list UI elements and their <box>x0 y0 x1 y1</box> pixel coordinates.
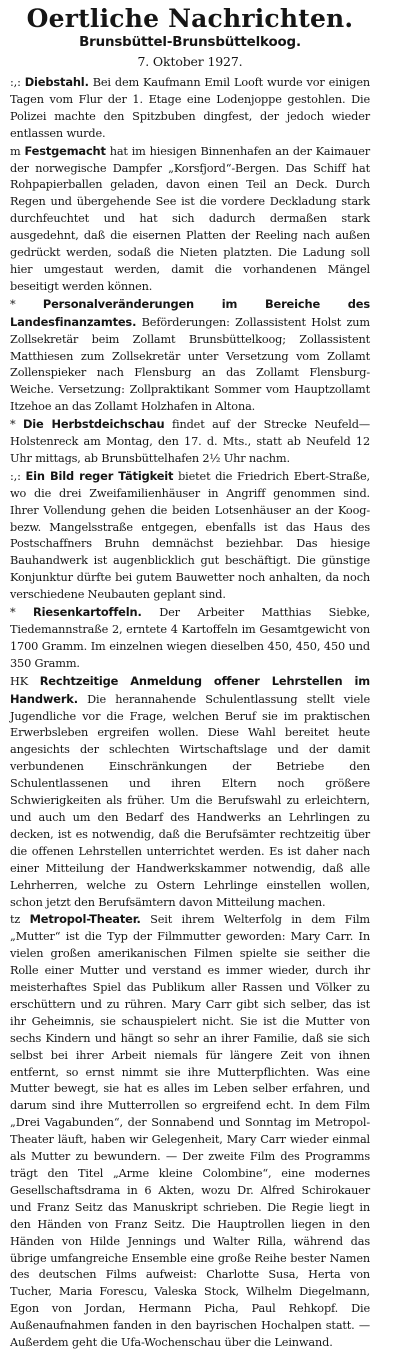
article-metropol <box>10 911 370 1352</box>
article-body: findet auf der Strecke Neufeld—Holstenreck am Montag, den 17. d. Mts., statt ab Neufeld 12 Uhr mittags, ab Brunsbüttelhafen 2½ Uhr nachm. <box>10 418 370 465</box>
issue-date: 7. Oktober 1927. <box>137 54 243 69</box>
section-title: Oertliche Nachrichten. <box>26 4 354 33</box>
article-headline: Die Herbstdeichschau <box>23 417 165 432</box>
article-headline: Rechtzeitige Anmeldung offener Lehrstellen im Handwerk. <box>10 673 370 706</box>
article-body: Der Arbeiter Matthias Siebke, Tiedemannstraße 2, erntete 4 Kartoffeln im Gesamtgewicht von 1700 Gramm. Im einzelnen wiegen dieselben 450, 450, 450 und 350 Gramm. <box>10 606 370 670</box>
article-diebstahl <box>10 74 370 143</box>
article-marker: * <box>10 606 16 620</box>
article-personal <box>10 296 370 416</box>
article-marker: :,: <box>10 76 21 89</box>
article-marker: HK <box>10 674 28 688</box>
section-subtitle: Brunsbüttel-Brunsbüttelkoog. <box>79 35 301 50</box>
article-marker: :,: <box>10 469 21 483</box>
article-body: Seit ihrem Welterfolg in dem Film „Mutter“ ist die Typ der Filmmutter geworden: Mary Carr. In vielen großen amerikanischen Filmen spielte sie seither die Rolle einer Mutter und verstand es immer wieder, durch ihr meisterhaftes Spiel das Publikum aller Rassen und Völker zu erschüttern und zu rühren. Mary Carr gibt sich selber, das ist ihr Geheimnis, sie schauspielert nicht. Sie ist die Mutter von sechs Kindern und hängt so sehr an ihrer Familie, daß sie sich selbst bei ihrer Arbeit niemals für längere Zeit von ihnen entfernt, so ernst nimmt sie ihre Mutterpflichten. Was eine Mutter bewegt, sie hat es alles im Leben selber erfahren, und darum sind ihre Mutterrollen so ergreifend echt. In dem Film „Drei Vagabunden“, der Sonnabend und Sonntag im Metropol-Theater läuft, haben wir Gelegenheit, Mary Carr wieder einmal als Mutter zu bewundern. — Der zweite Film des Programms trägt den Titel „Arme kleine Colombine“, eine modernes Gesellschaftsdrama in 6 Akten, wozu Dr. Alfred Schirokauer und Franz Seitz das Manuskript schrieben. Die Regie liegt in den Händen von Franz Seitz. Die Hauptrollen liegen in den Händen von Hilde Jennings und Walter Rilla, während das übrige umfangreiche Ensemble eine große Reihe bester Namen des deutschen Films aufweist: Charlotte Susa, Herta von Tucher, Maria Forescu, Valeska Stock, Wilhelm Diegelmann, Egon von Jordan, Hermann Picha, Paul Rehkopf. Die Außenaufnahmen fanden in den bayrischen Hochalpen statt. — Außerdem geht die Ufa-Wochenschau über die Leinwand. <box>10 913 370 1350</box>
article-headline: Ein Bild reger Tätigkeit <box>25 468 174 483</box>
article-marker: m <box>10 144 21 158</box>
article-headline: Metropol-Theater. <box>29 912 141 927</box>
article-headline: Festgemacht <box>24 143 106 158</box>
article-marker: * <box>10 418 16 432</box>
article-kartoffeln <box>10 604 370 673</box>
article-body: Bei dem Kaufmann Emil Looft wurde vor einigen Tagen vom Flur der 1. Etage eine Lodenjoppe gestohlen. Die Polizei machte den Spitzbuben dingfest, der jedoch wieder entlassen wurde. <box>10 76 370 140</box>
article-body: bietet die Friedrich Ebert-Straße, wo die drei Zweifamilienhäuser in Angriff genommen sind. Ihrer Vollendung gehen die beiden Lotsenhäuser an der Koog- bezw. Mangelsstraße entgegen, ebenfalls ist das Haus des Postschaffners Bruhn demnächst beziehbar. Das hiesige Bauhandwerk ist augenblicklich gut beschäftigt. Die günstige Konjunktur dürfte bei gutem Bauwetter noch anhalten, da noch verschiedene Neubauten geplant sind. <box>10 469 370 602</box>
article-festgemacht <box>10 143 370 296</box>
article-marker: tz <box>10 913 21 927</box>
article-marker: * <box>10 297 16 311</box>
article-taetigkeit <box>10 468 370 604</box>
article-lehrstellen <box>10 673 370 912</box>
article-body: Beförderungen: Zollassistent Holst zum Zollsekretär beim Zollamt Brunsbüttelkoog; Zollassistent Matthiesen zum Zollsekretär unter Versetzung vom Zollamt Zollenspieker nach Flensburg an das Zollamt Flensburg-Weiche. Versetzung: Zollpraktikant Sommer vom Hauptzollamt Itzehoe an das Zollamt Holzhafen in Altona. <box>10 315 370 414</box>
article-body: Die herannahende Schulentlassung stellt viele Jugendliche vor die Frage, welchen Beruf sie im praktischen Erwerbsleben ergreifen wollen. Diese Wahl bereitet heute angesichts der schlechten Wirtschaftslage und der damit verbundenen Einschränkungen der Betriebe den Schulentlassenen und ihren Eltern noch größere Schwierigkeiten als früher. Um die Berufswahl zu erleichtern, und auch um den Bedarf des Handwerks an Lehrlingen zu decken, ist es notwendig, daß die Berufsämter rechtzeitig über die offenen Lehrstellen unterrichtet werden. Es ist daher nach einer Mitteilung der Handwerkskammer notwendig, daß alle Lehrherren, welche zu Ostern Lehrlinge einstellen wollen, schon jetzt den Berufsämtern davon Mitteilung machen. <box>10 692 370 909</box>
article-headline: Personalveränderungen im Bereiche des Landesfinanzamtes. <box>10 296 370 329</box>
article-headline: Diebstahl. <box>24 75 89 89</box>
article-headline: Riesenkartoffeln. <box>33 605 142 620</box>
article-body: hat im hiesigen Binnenhafen an der Kaimauer der norwegische Dampfer „Korsfjord“-Bergen. Das Schiff hat Rohpapierballen geladen, davon einen Teil an Deck. Durch Regen und übergehende See ist die vordere Deckladung stark durchfeuchtet und hat sich dadurch dermaßen stark ausgedehnt, daß die eisernen Platten der Reeling nach außen gedrückt werden, sodaß die Nieten platzten. Die Ladung soll hier umgestaut werden, damit die vorhandenen Mängel beseitigt werden können. <box>10 144 370 293</box>
article-deichschau <box>10 416 370 468</box>
